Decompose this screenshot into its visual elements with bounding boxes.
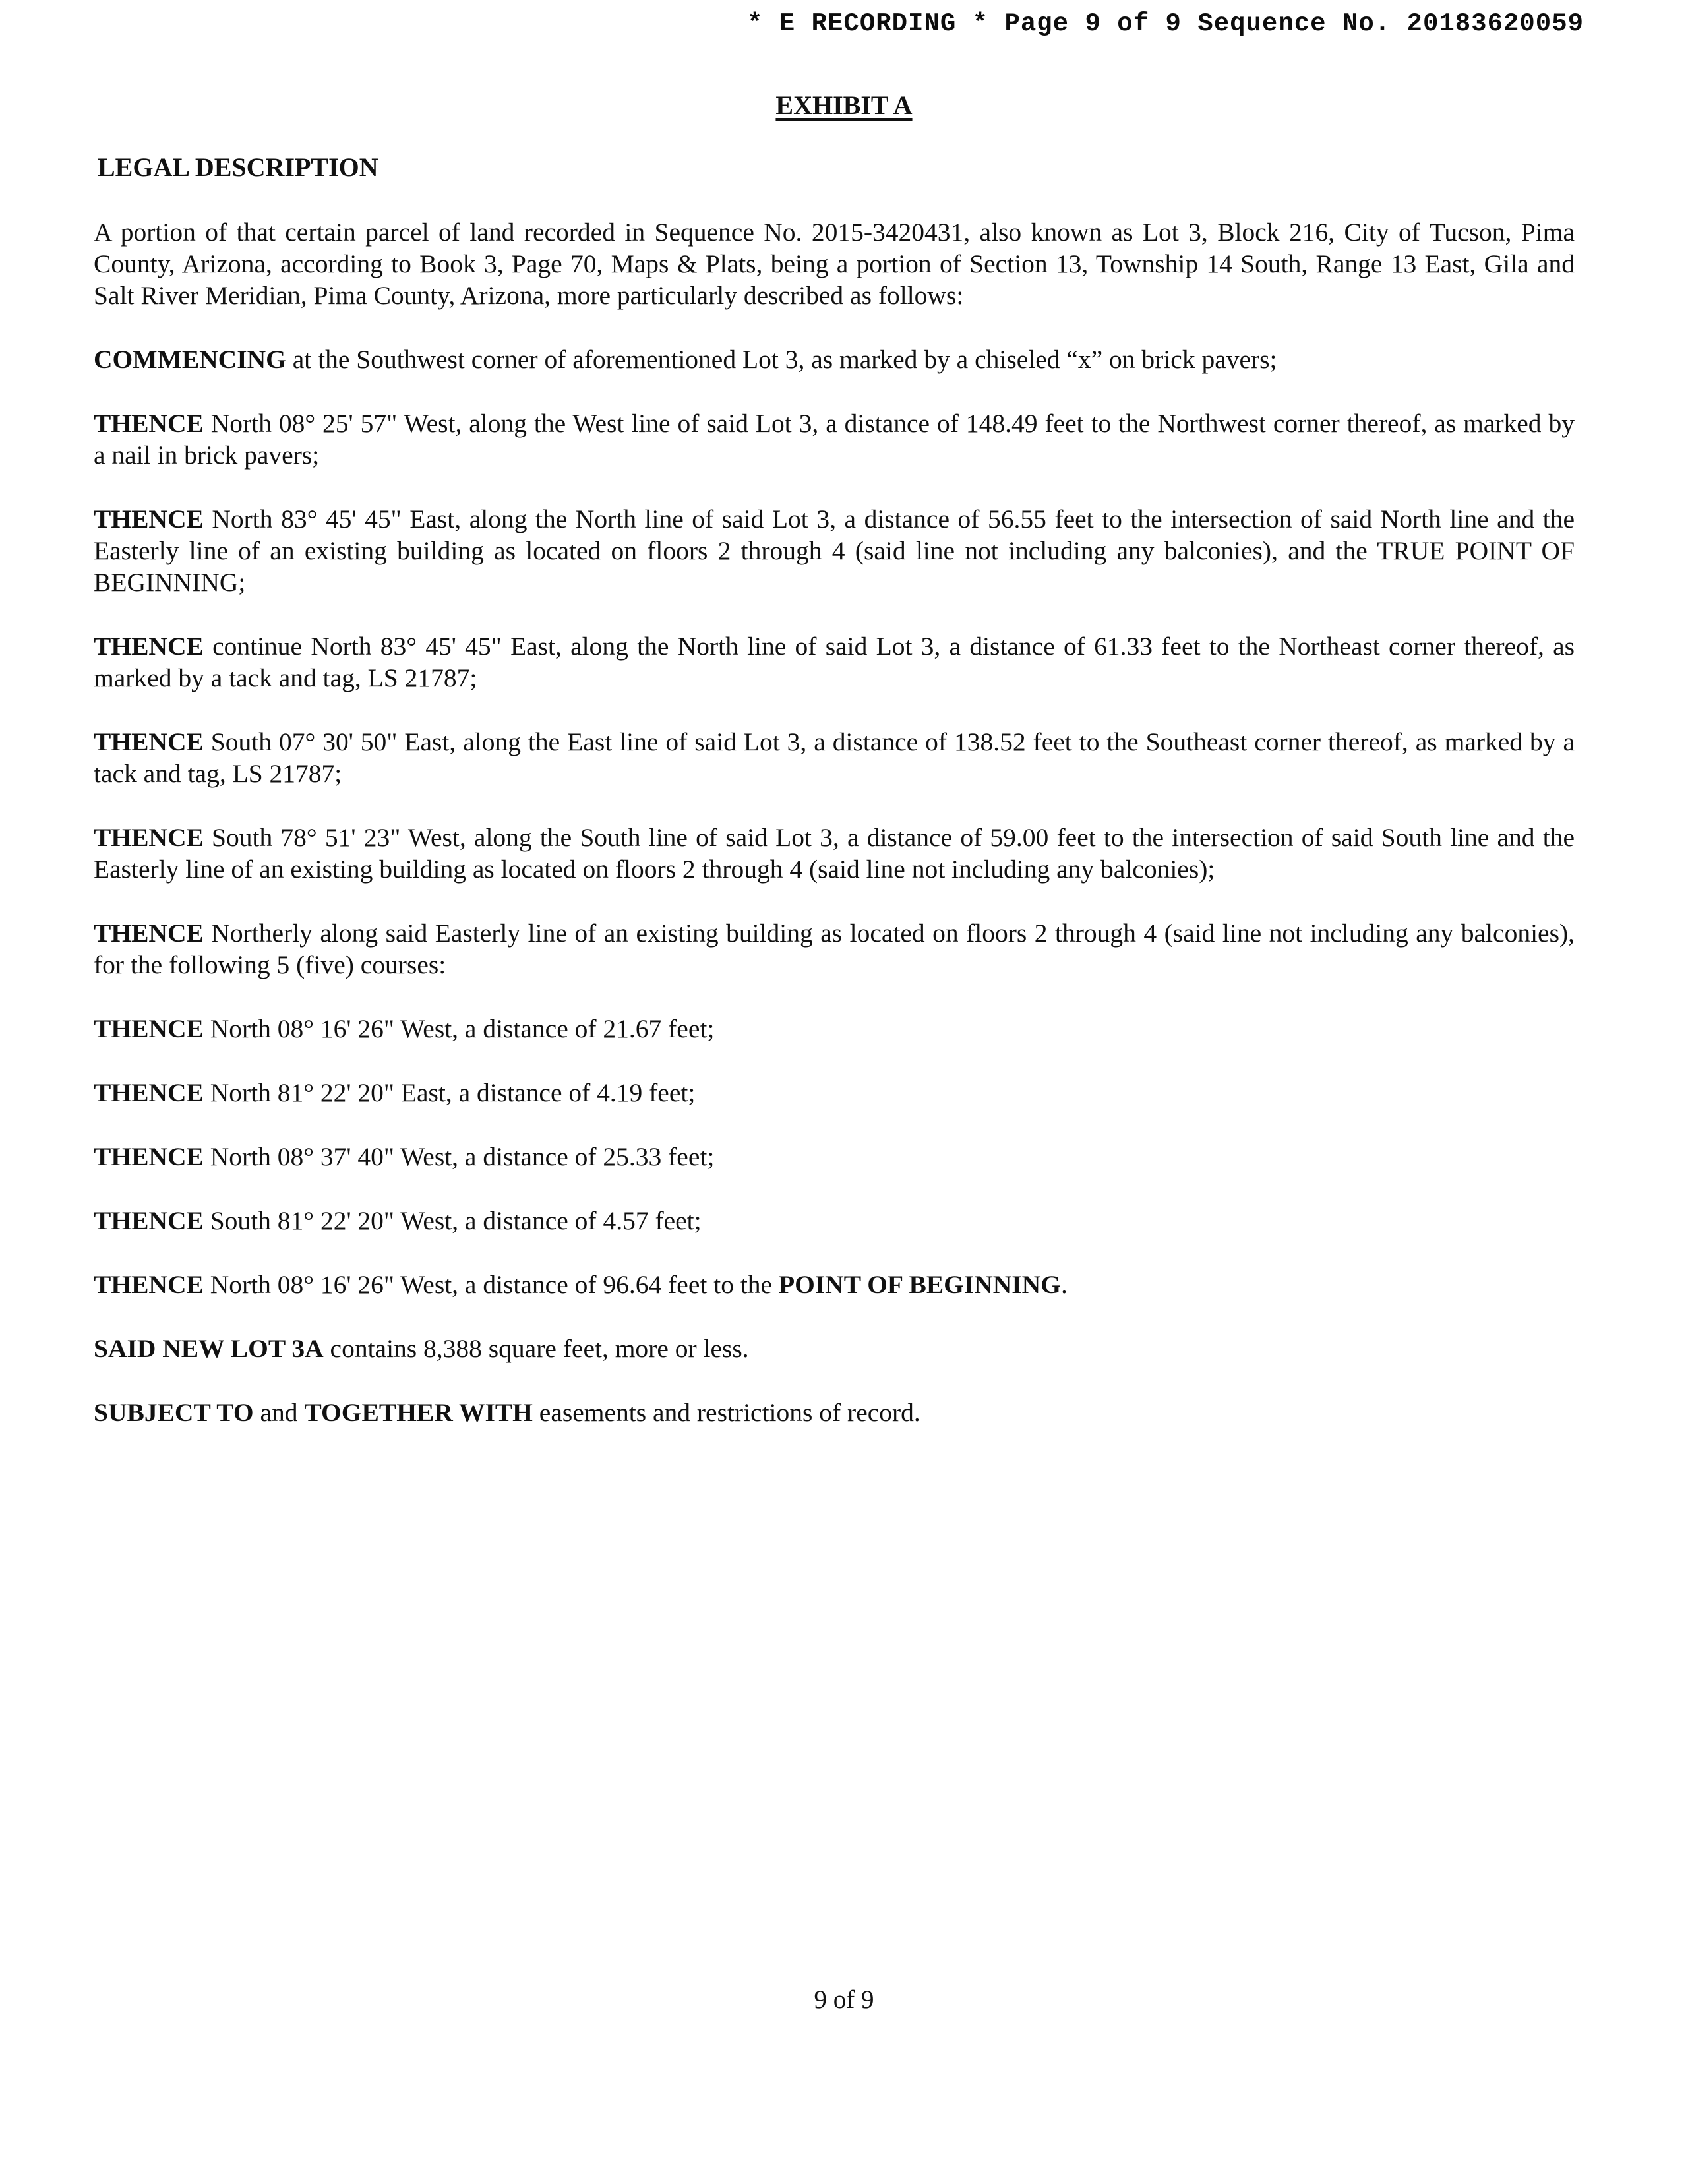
subject-text: easements and restrictions of record. bbox=[532, 1398, 920, 1427]
course-text: continue North 83° 45' 45" East, along the North line of said Lot 3, a distance of 61.33 feet to the Northeast corner thereof, as marked by a tack and tag, LS 21787; bbox=[94, 632, 1575, 692]
course-paragraph bbox=[94, 822, 1575, 885]
course-text: South 07° 30' 50" East, along the East line of said Lot 3, a distance of 138.52 feet to the Southeast corner thereof, as marked by a tack and tag, LS 21787; bbox=[94, 727, 1575, 788]
subject-paragraph bbox=[94, 1397, 1575, 1428]
course-text: South 78° 51' 23" West, along the South line of said Lot 3, a distance of 59.00 feet to the intersection of said South line and the Easterly line of an existing building as located on floors 2 through 4 (said line not including any balconies); bbox=[94, 823, 1575, 884]
course-text: North 08° 25' 57" West, along the West line of said Lot 3, a distance of 148.49 feet to the Northwest corner thereof, as marked by a nail in brick pavers; bbox=[94, 409, 1575, 470]
together-with-keyword: TOGETHER WITH bbox=[304, 1398, 533, 1427]
course-end-punctuation: . bbox=[1060, 1270, 1068, 1299]
course-paragraph bbox=[94, 630, 1575, 694]
course-paragraph bbox=[94, 726, 1575, 789]
subject-to-keyword: SUBJECT TO bbox=[94, 1398, 254, 1427]
course-paragraph bbox=[94, 917, 1575, 981]
thence-keyword: THENCE bbox=[94, 919, 204, 948]
intro-paragraph: A portion of that certain parcel of land recorded in Sequence No. 2015-3420431, also known as Lot 3, Block 216, City of Tucson, Pima County, Arizona, according to Book 3, Page 70, Maps & Plats, being a portion of Section 13, Township 14 South, Range 13 East, Gila and Salt River Meridian, Pima County, Arizona, more particularly described as follows: bbox=[94, 218, 1575, 310]
course-text: North 08° 16' 26" West, a distance of 96.64 feet to the bbox=[203, 1270, 779, 1299]
thence-keyword: THENCE bbox=[94, 823, 204, 852]
thence-keyword: THENCE bbox=[94, 727, 204, 756]
thence-keyword: THENCE bbox=[94, 1078, 204, 1107]
exhibit-title: EXHIBIT A bbox=[775, 90, 913, 120]
legal-description-heading: LEGAL DESCRIPTION bbox=[98, 152, 378, 182]
final-course-paragraph bbox=[94, 1269, 1575, 1300]
thence-keyword: THENCE bbox=[94, 1206, 204, 1235]
course-paragraph bbox=[94, 503, 1575, 598]
thence-keyword: THENCE bbox=[94, 409, 204, 438]
page-number: 9 of 9 bbox=[814, 1986, 874, 2014]
thence-keyword: THENCE bbox=[94, 504, 204, 533]
course-paragraph bbox=[94, 1205, 1575, 1236]
commencing-text: at the Southwest corner of aforementioned Lot 3, as marked by a chiseled “x” on brick pavers; bbox=[286, 345, 1277, 374]
new-lot-keyword: SAID NEW LOT 3A bbox=[94, 1334, 324, 1363]
course-paragraph bbox=[94, 1077, 1575, 1108]
subject-connector: and bbox=[253, 1398, 305, 1427]
course-text: South 81° 22' 20" West, a distance of 4.57 feet; bbox=[203, 1206, 702, 1235]
course-text: North 08° 16' 26" West, a distance of 21.67 feet; bbox=[203, 1014, 715, 1043]
thence-keyword: THENCE bbox=[94, 632, 204, 661]
course-text: North 08° 37' 40" West, a distance of 25.33 feet; bbox=[203, 1142, 715, 1171]
commencing-paragraph bbox=[94, 344, 1575, 375]
course-paragraph bbox=[94, 1141, 1575, 1172]
course-text: North 81° 22' 20" East, a distance of 4.19 feet; bbox=[203, 1078, 696, 1107]
thence-keyword: THENCE bbox=[94, 1014, 204, 1043]
course-paragraph bbox=[94, 408, 1575, 471]
recording-stamp-header: * E RECORDING * Page 9 of 9 Sequence No. 20183620059 bbox=[747, 9, 1584, 38]
commencing-keyword: COMMENCING bbox=[94, 345, 286, 374]
course-text: North 83° 45' 45" East, along the North line of said Lot 3, a distance of 56.55 feet to the intersection of said North line and the Easterly line of an existing building as located on floors 2 through 4 (said line not including any balconies), and the TRUE POINT OF BEGINNING; bbox=[94, 504, 1575, 597]
area-text: contains 8,388 square feet, more or less. bbox=[323, 1334, 749, 1363]
course-paragraph bbox=[94, 1013, 1575, 1045]
thence-keyword: THENCE bbox=[94, 1270, 204, 1299]
area-paragraph bbox=[94, 1333, 1575, 1364]
point-of-beginning-keyword: POINT OF BEGINNING bbox=[778, 1270, 1061, 1299]
thence-keyword: THENCE bbox=[94, 1142, 204, 1171]
course-text: Northerly along said Easterly line of an existing building as located on floors 2 through 4 (said line not including any balconies), for the following 5 (five) courses: bbox=[94, 919, 1575, 979]
legal-description-body bbox=[94, 216, 1575, 1461]
